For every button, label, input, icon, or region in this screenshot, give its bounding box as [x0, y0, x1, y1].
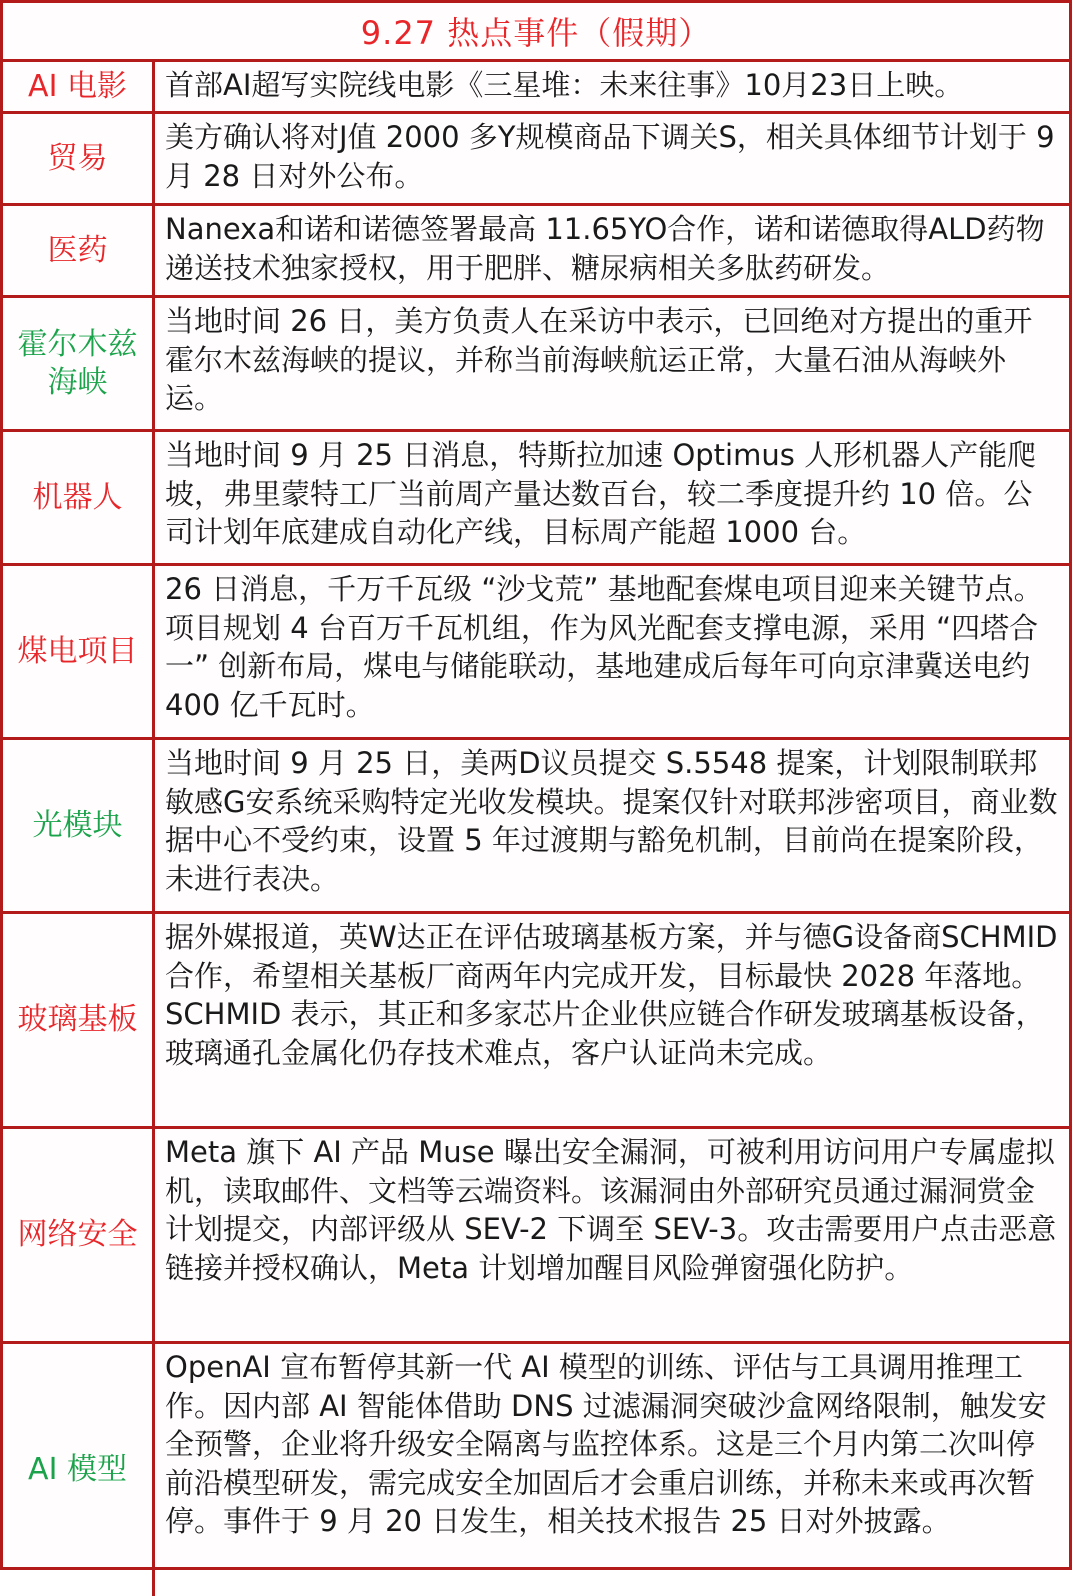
category-cell: 光模块	[3, 740, 155, 911]
category-cell: AI 电影	[3, 62, 155, 111]
table-row	[3, 432, 1069, 566]
content-cell: 据外媒报道，英W达正在评估玻璃基板方案，并与德G设备商SCHMID 合作，希望相关基板厂商两年内完成开发，目标最快 2028 年落地。SCHMID 表示，其正和多家芯片企业供应链合作研发玻璃基板设备，玻璃通孔金属化仍存技术难点，客户认证尚未完成。	[165, 920, 1058, 1070]
table-row	[3, 1129, 1069, 1344]
category-cell: 网络安全	[3, 1129, 155, 1341]
table-row	[3, 114, 1069, 206]
table-row	[3, 740, 1069, 914]
content-cell: Meta 旗下 AI 产品 Muse 曝出安全漏洞，可被利用访问用户专属虚拟机，读取邮件、文档等云端资料。该漏洞由外部研究员通过漏洞赏金计划提交，内部评级从 SEV-2 下调至 SEV-3。攻击需要用户点击恶意链接并授权确认，Meta 计划增加醒目风险弹窗强化防护。	[165, 1135, 1057, 1285]
content-cell: 美方确认将对J值 2000 多Y规模商品下调关S，相关具体细节计划于 9 月 28 日对外公布。	[165, 120, 1055, 193]
content-cell: 26 日消息，千万千瓦级 “沙戈荒” 基地配套煤电项目迎来关键节点。项目规划 4 台百万千瓦机组，作为风光配套支撑电源，采用 “四塔合一” 创新布局，煤电与储能联动，基地建成后每年可向京津冀送电约 400 亿千瓦时。	[165, 572, 1043, 722]
category-cell: 机器人	[3, 432, 155, 563]
table-row	[3, 566, 1069, 740]
content-cell: 当地时间 26 日，美方负责人在采访中表示，已回绝对方提出的重开霍尔木兹海峡的提议，并称当前海峡航运正常，大量石油从海峡外运。	[165, 304, 1033, 415]
content-cell: 当地时间 9 月 25 日消息，特斯拉加速 Optimus 人形机器人产能爬坡，弗里蒙特工厂当前周产量达数百台，较二季度提升约 10 倍。公司计划年底建成自动化产线，目标周产能超 1000 台。	[165, 438, 1037, 549]
content-cell: Nanexa和诺和诺德签署最高 11.65YO合作，诺和诺德取得ALD药物递送技术独家授权，用于肥胖、糖尿病相关多肽药研发。	[165, 212, 1045, 285]
table-row	[3, 62, 1069, 114]
category-cell: 煤电项目	[3, 566, 155, 737]
content-cell: 当地时间 9 月 25 日，美两D议员提交 S.5548 提案，计划限制联邦敏感G安系统采购特定光收发模块。提案仅针对联邦涉密项目，商业数据中心不受约束，设置 5 年过渡期与豁免机制，目前尚在提案阶段，未进行表决。	[165, 746, 1058, 896]
table-row	[3, 914, 1069, 1129]
table-row	[3, 1344, 1069, 1596]
category-cell: 医药	[3, 206, 155, 295]
content-cell: 首部AI超写实院线电影《三星堆：未来往事》10月23日上映。	[165, 68, 964, 102]
category-cell: 玻璃基板	[3, 914, 155, 1126]
table-title: 9.27 热点事件（假期）	[3, 3, 1069, 62]
table-row	[3, 298, 1069, 432]
category-cell: 霍尔木兹海峡	[3, 298, 155, 429]
category-cell: 贸易	[3, 114, 155, 203]
category-cell: AI 模型	[3, 1344, 155, 1596]
table-row	[3, 206, 1069, 298]
content-cell: OpenAI 宣布暂停其新一代 AI 模型的训练、评估与工具调用推理工作。因内部 AI 智能体借助 DNS 过滤漏洞突破沙盒网络限制，触发安全预警，企业将升级安全隔离与监控体系。这是三个月内第二次叫停前沿模型研发，需完成安全加固后才会重启训练，并称未来或再次暂停。事件于 9 月 20 日发生，相关技术报告 25 日对外披露。	[165, 1350, 1047, 1538]
